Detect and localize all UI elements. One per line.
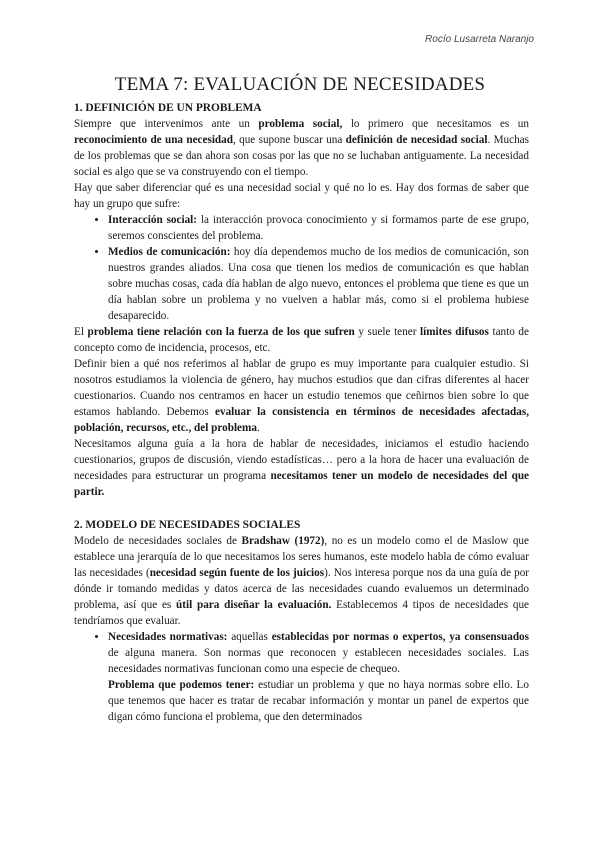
author-name: Rocío Lusarreta Naranjo [425,34,534,45]
document-body [74,100,529,725]
text: Establecemos 4 tipos de necesidades que tendríamos que evaluar. [74,599,530,627]
text: . Muchas de los problemas que se dan ahora son cosas por las que no se luchaban antiguamente. La necesidad social es algo que se va construyendo con el tiempo. [74,134,529,178]
section-1-paragraph-3 [74,324,529,356]
list-item [108,629,529,725]
text: . [256,422,260,434]
bullet-text: de alguna manera. Son normas que reconocen y establecen necesidades sociales. Las necesidades normativas funcionan como una especie de chequeo. [108,647,529,675]
text: tanto de concepto como de incidencia, procesos, etc. [74,326,529,354]
text: Modelo de necesidades sociales de [74,535,242,547]
text: Definir bien a qué nos referimos al hablar de grupo es muy importante para cualquier estudio. Si nosotros estudiamos la violencia de género, hay muchos estudios que dan cifras diferentes al hacer cuestionarios. Cuando nos centramos en hacer un estudio tenemos que ceñirnos bien sobre lo que estamos hablando. Debemos [74,358,529,418]
section-1-paragraph-5 [74,436,529,500]
sub-term: Problema que podemos tener: [108,679,255,691]
text: Necesitamos alguna guía a la hora de hablar de necesidades, iniciamos el estudio haciendo cuestionarios, grupos de discusión, viendo estadísticas… pero a la hora de hacer una evaluación de necesidades para estructurar un programa [74,438,529,482]
bold-text: útil para diseñar la evaluación. [176,599,332,611]
bullet-text: la interacción provoca conocimiento y si formamos parte de ese grupo, seremos conscientes del problema. [108,214,529,242]
section-2-heading: 2. MODELO DE NECESIDADES SOCIALES [74,519,301,531]
sub-text: estudiar un problema y que no haya normas sobre ello. Lo que tenemos que hacer es tratar de recabar información y montar un panel de expertos que digan cómo funciona el problema, que den determinados [108,679,529,723]
bold-text: reconocimiento de una necesidad [74,134,233,146]
bullet-text: aquellas [227,631,272,643]
bold-text: evaluar la consistencia en términos de necesidades afectadas, población, recursos, etc., del problema [74,406,529,434]
text: El [74,326,88,338]
bold-text: necesidad según fuente de los juicios [149,567,325,579]
bold-text: Bradshaw (1972) [241,535,325,547]
text: , que supone buscar una [232,134,346,146]
list-item [108,244,529,324]
bullet-term: Medios de comunicación: [108,246,231,258]
section-spacer [74,500,529,517]
text: , no es un modelo como el de Maslow que establece una jerarquía de lo que necesitamos los seres humanos, este modelo habla de cómo evaluar las necesidades ( [74,535,529,579]
text: lo primero que necesitamos es un [342,118,529,130]
section-1-heading: 1. DEFINICIÓN DE UN PROBLEMA [74,102,262,114]
text: y suele tener [354,326,421,338]
section-1-paragraph-1 [74,116,529,180]
bullet-text: hoy día dependemos mucho de los medios de comunicación, son nuestros grandes aliados. Una cosa que tienen los medios de comunicación es que hablan sobre muchas cosas, cada día hablan de algo nuevo, entonces el problema que tiene es que un día hablan sobre un problema y no vuelven a hablar más, como si el problema hubiese desaparecido. [108,246,529,322]
bold-text: establecidas por normas o expertos, ya consensuados [271,631,529,643]
bullet-term: Necesidades normativas: [108,631,228,643]
bullet-term: Interacción social: [108,214,198,226]
text: Siempre que intervenimos ante un [74,118,259,130]
section-1-bullet-list [74,212,529,324]
bold-text: problema social, [258,118,343,130]
bold-text: definición de necesidad social [345,134,488,146]
bold-text: problema tiene relación con la fuerza de los que sufren [87,326,355,338]
section-1-paragraph-2: Hay que saber diferenciar qué es una necesidad social y qué no lo es. Hay dos formas de saber que hay un grupo que sufre: [74,182,529,210]
list-item [108,212,529,244]
section-2-paragraph-1 [74,533,529,629]
section-2-bullet-list [74,629,529,725]
section-1-paragraph-4 [74,356,529,436]
bold-text: límites difusos [420,326,489,338]
page-title: TEMA 7: EVALUACIÓN DE NECESIDADES [114,74,486,95]
bold-text: necesitamos tener un modelo de necesidades del que partir. [74,470,530,498]
text: ). Nos interesa porque nos da una guía de por dónde ir tomando medidas y datos acerca de las necesidades cuando evaluemos un determinado problema, así que es [74,567,530,611]
